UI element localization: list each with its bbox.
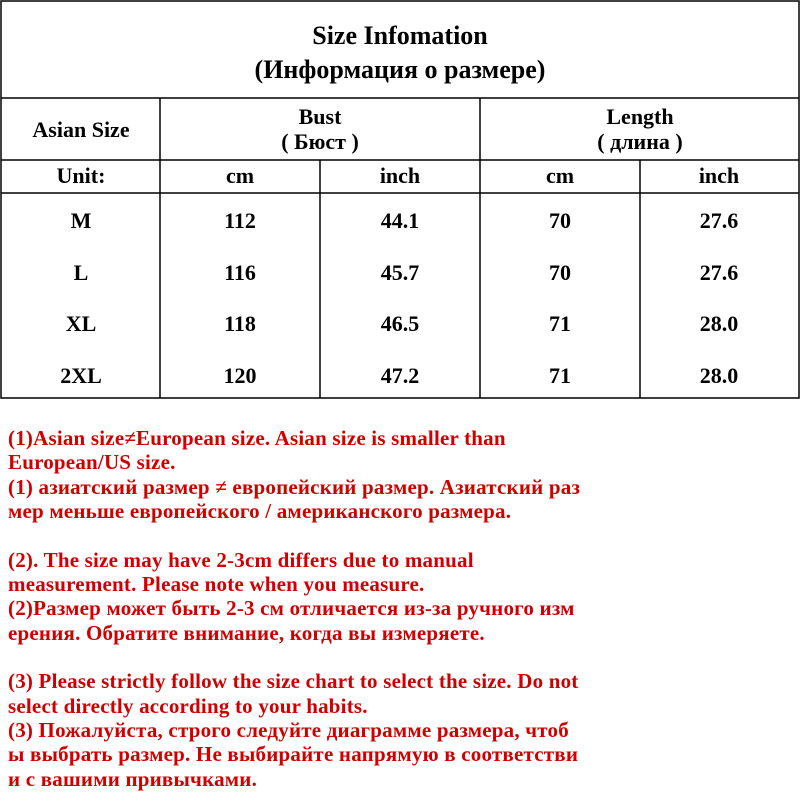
length-header-ru: ( длина ) — [597, 129, 683, 154]
length-header: Length — [606, 104, 674, 129]
note-line: measurement. Please note when you measure. — [8, 572, 425, 597]
note-line: и с вашими привычками. — [8, 766, 258, 791]
bust-cm-cell: 120 — [223, 363, 257, 388]
note-line: (3) Пожалуйста, строго следуйте диаграмме размера, чтоб — [8, 718, 569, 743]
note-line: (2). The size may have 2-3cm differs due to manual — [8, 547, 474, 572]
bust-inch-cell: 45.7 — [380, 260, 420, 285]
size-cell: XL — [65, 311, 97, 336]
length-cm-cell: 70 — [549, 208, 571, 233]
page-title: Size Infomation — [312, 21, 488, 50]
length-inch-cell: 28.0 — [699, 311, 739, 336]
bust-header-ru: ( Бюст ) — [281, 129, 359, 154]
note-line: (2)Размер может быть 2-3 см отличается из-за ручного изм — [8, 596, 575, 621]
note-line: ы выбрать размер. Не выбирайте напрямую в соответстви — [8, 742, 579, 767]
size-cell: 2XL — [60, 363, 102, 388]
bust-inch-cell: 47.2 — [380, 363, 420, 388]
table-body — [60, 208, 738, 388]
note-line: мер меньше европейского / американского размера. — [8, 499, 512, 524]
note-line: (1)Asian size≠European size. Asian size is smaller than — [8, 426, 506, 450]
unit-length-cm: cm — [545, 163, 575, 188]
unit-bust-cm: cm — [225, 163, 255, 188]
page-title-ru: (Информация о размере) — [254, 55, 546, 84]
note-line: (1) азиатский размер ≠ европейский размер. Азиатский раз — [8, 474, 581, 499]
unit-bust-inch: inch — [379, 163, 421, 188]
length-cm-cell: 71 — [549, 363, 571, 388]
length-inch-cell: 27.6 — [699, 260, 739, 285]
bust-cm-cell: 116 — [224, 260, 256, 285]
note-line: European/US size. — [8, 450, 176, 475]
size-cell: M — [70, 208, 92, 233]
asian-size-header: Asian Size — [32, 117, 130, 142]
length-cm-cell: 71 — [549, 311, 571, 336]
note-line: (3) Please strictly follow the size chart to select the size. Do not — [8, 669, 579, 694]
length-cm-cell: 70 — [549, 260, 571, 285]
bust-header: Bust — [298, 104, 342, 129]
unit-length-inch: inch — [698, 163, 740, 188]
note-line: ерения. Обратите внимание, когда вы измеряете. — [8, 620, 485, 645]
note-spacer — [8, 645, 796, 669]
bust-cm-cell: 118 — [224, 311, 256, 336]
bust-inch-cell: 44.1 — [380, 208, 420, 233]
length-inch-cell: 27.6 — [699, 208, 739, 233]
bust-cm-cell: 112 — [224, 208, 256, 233]
unit-label: Unit: — [56, 163, 106, 188]
size-cell: L — [73, 260, 89, 285]
length-inch-cell: 28.0 — [699, 363, 739, 388]
note-spacer — [8, 524, 796, 548]
bust-inch-cell: 46.5 — [380, 311, 420, 336]
notes-section — [8, 426, 796, 791]
note-line: select directly according to your habits. — [8, 693, 368, 718]
